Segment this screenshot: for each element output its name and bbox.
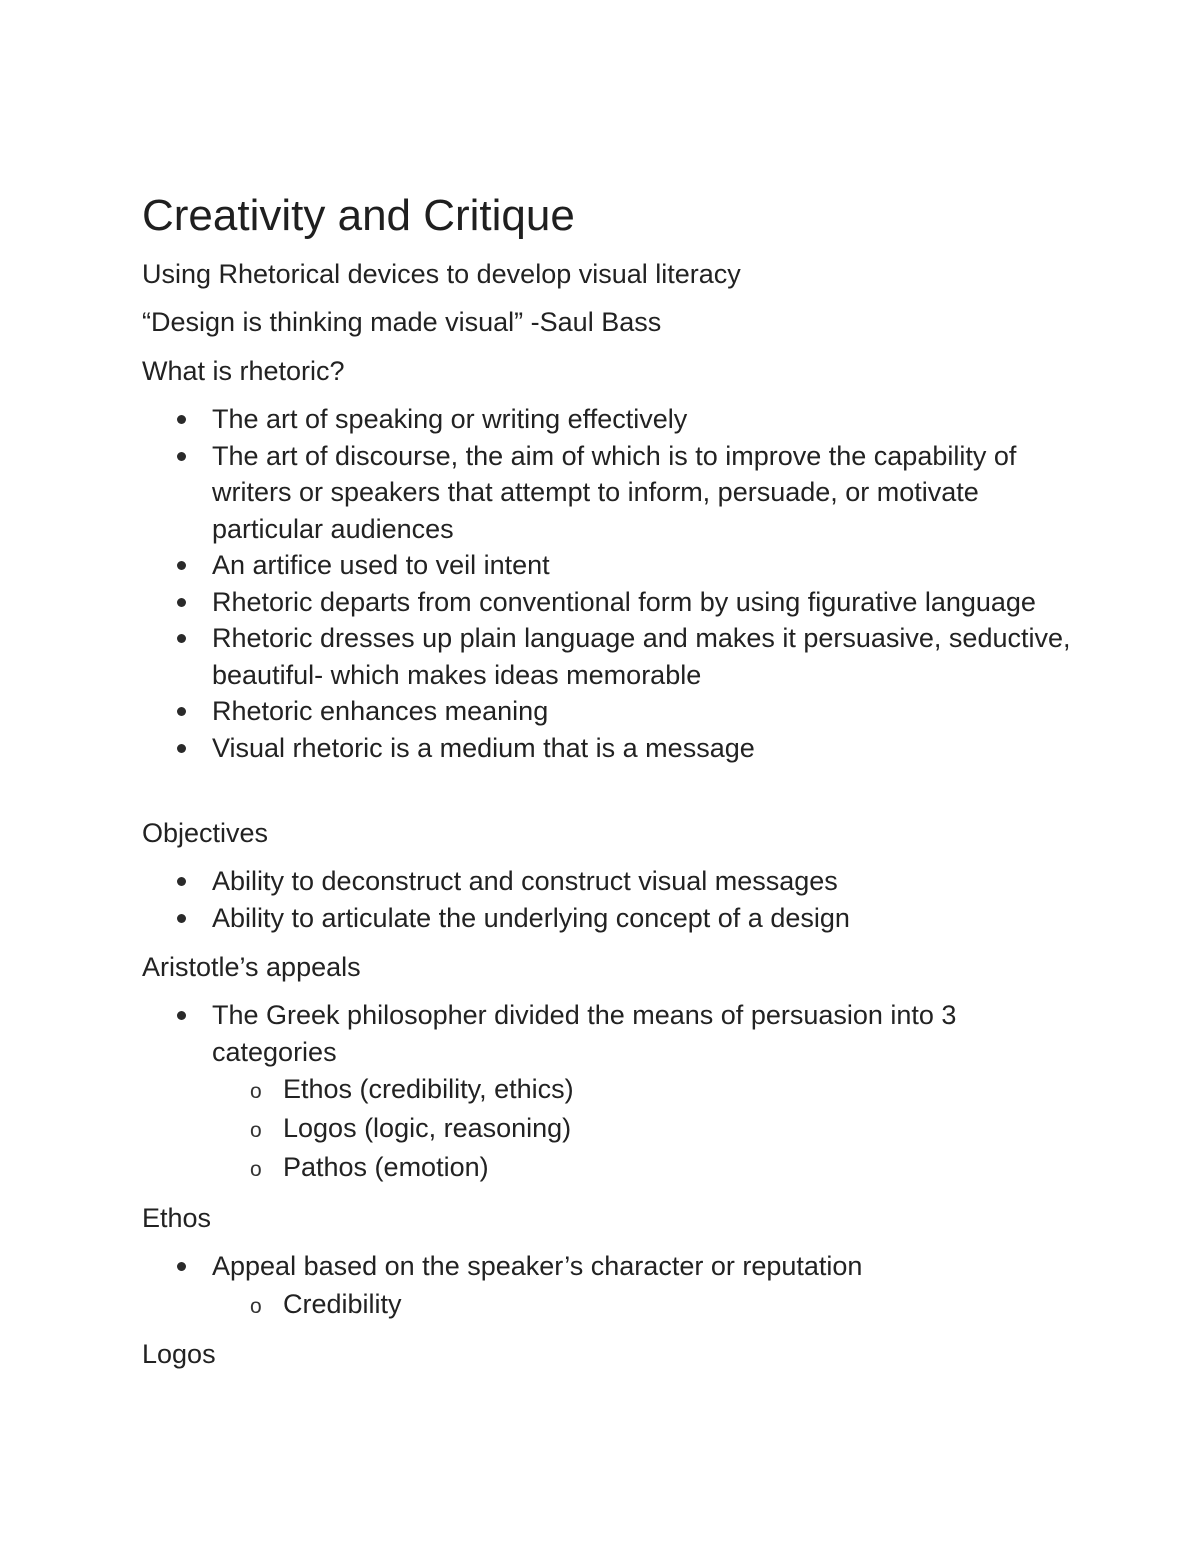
circle-bullet-icon: o	[250, 1158, 262, 1181]
bullet-icon	[177, 877, 186, 886]
list-item: Rhetoric enhances meaning	[142, 693, 1072, 730]
section-heading-objectives: Objectives	[142, 818, 269, 848]
circle-bullet-icon: o	[250, 1080, 262, 1103]
sub-list-item: o Pathos (emotion)	[212, 1148, 1072, 1187]
sub-list-item: o Credibility	[212, 1285, 1072, 1324]
bullet-icon	[177, 634, 186, 643]
sub-list-item: o Ethos (credibility, ethics)	[212, 1070, 1072, 1109]
bullet-icon	[177, 914, 186, 923]
list-item: Ability to deconstruct and construct visual messages	[142, 863, 1072, 900]
ethos-list	[142, 1248, 1072, 1324]
rhetoric-list	[142, 401, 1072, 766]
objectives-list	[142, 863, 1072, 936]
list-item: The art of speaking or writing effectively	[142, 401, 1072, 438]
appeals-sublist	[212, 1070, 1072, 1187]
bullet-icon	[177, 707, 186, 716]
sub-list-item: o Logos (logic, reasoning)	[212, 1109, 1072, 1148]
bullet-icon	[177, 1262, 186, 1271]
section-heading-ethos: Ethos	[142, 1203, 212, 1233]
list-item: Visual rhetoric is a medium that is a message	[142, 730, 1072, 767]
quote: “Design is thinking made visual” -Saul Bass	[142, 307, 662, 337]
bullet-icon	[177, 744, 186, 753]
bullet-icon	[177, 1011, 186, 1020]
list-item: Appeal based on the speaker’s character or reputation o Credibility	[142, 1248, 1072, 1324]
list-item: The art of discourse, the aim of which is to improve the capability of writers or speakers that attempt to inform, persuade, or motivate particular audiences	[142, 438, 1072, 548]
list-item: The Greek philosopher divided the means of persuasion into 3 categories o Ethos (credibility, ethics) o Logos (logic, reasoning) o Pathos (emotion)	[142, 997, 1072, 1187]
bullet-icon	[177, 561, 186, 570]
section-heading-rhetoric: What is rhetoric?	[142, 356, 345, 386]
section-heading-appeals: Aristotle’s appeals	[142, 952, 361, 982]
section-heading-logos: Logos	[142, 1339, 216, 1369]
bullet-icon	[177, 598, 186, 607]
list-item: An artifice used to veil intent	[142, 547, 1072, 584]
page-title: Creativity and Critique	[142, 191, 575, 240]
circle-bullet-icon: o	[250, 1294, 262, 1318]
appeals-list	[142, 997, 1072, 1187]
circle-bullet-icon: o	[250, 1119, 262, 1142]
list-item: Ability to articulate the underlying concept of a design	[142, 900, 1072, 937]
bullet-icon	[177, 452, 186, 461]
subtitle: Using Rhetorical devices to develop visual literacy	[142, 259, 741, 289]
list-item: Rhetoric dresses up plain language and makes it persuasive, seductive, beautiful- which makes ideas memorable	[142, 620, 1072, 693]
bullet-icon	[177, 415, 186, 424]
ethos-sublist	[212, 1285, 1072, 1324]
list-item: Rhetoric departs from conventional form by using figurative language	[142, 584, 1072, 621]
